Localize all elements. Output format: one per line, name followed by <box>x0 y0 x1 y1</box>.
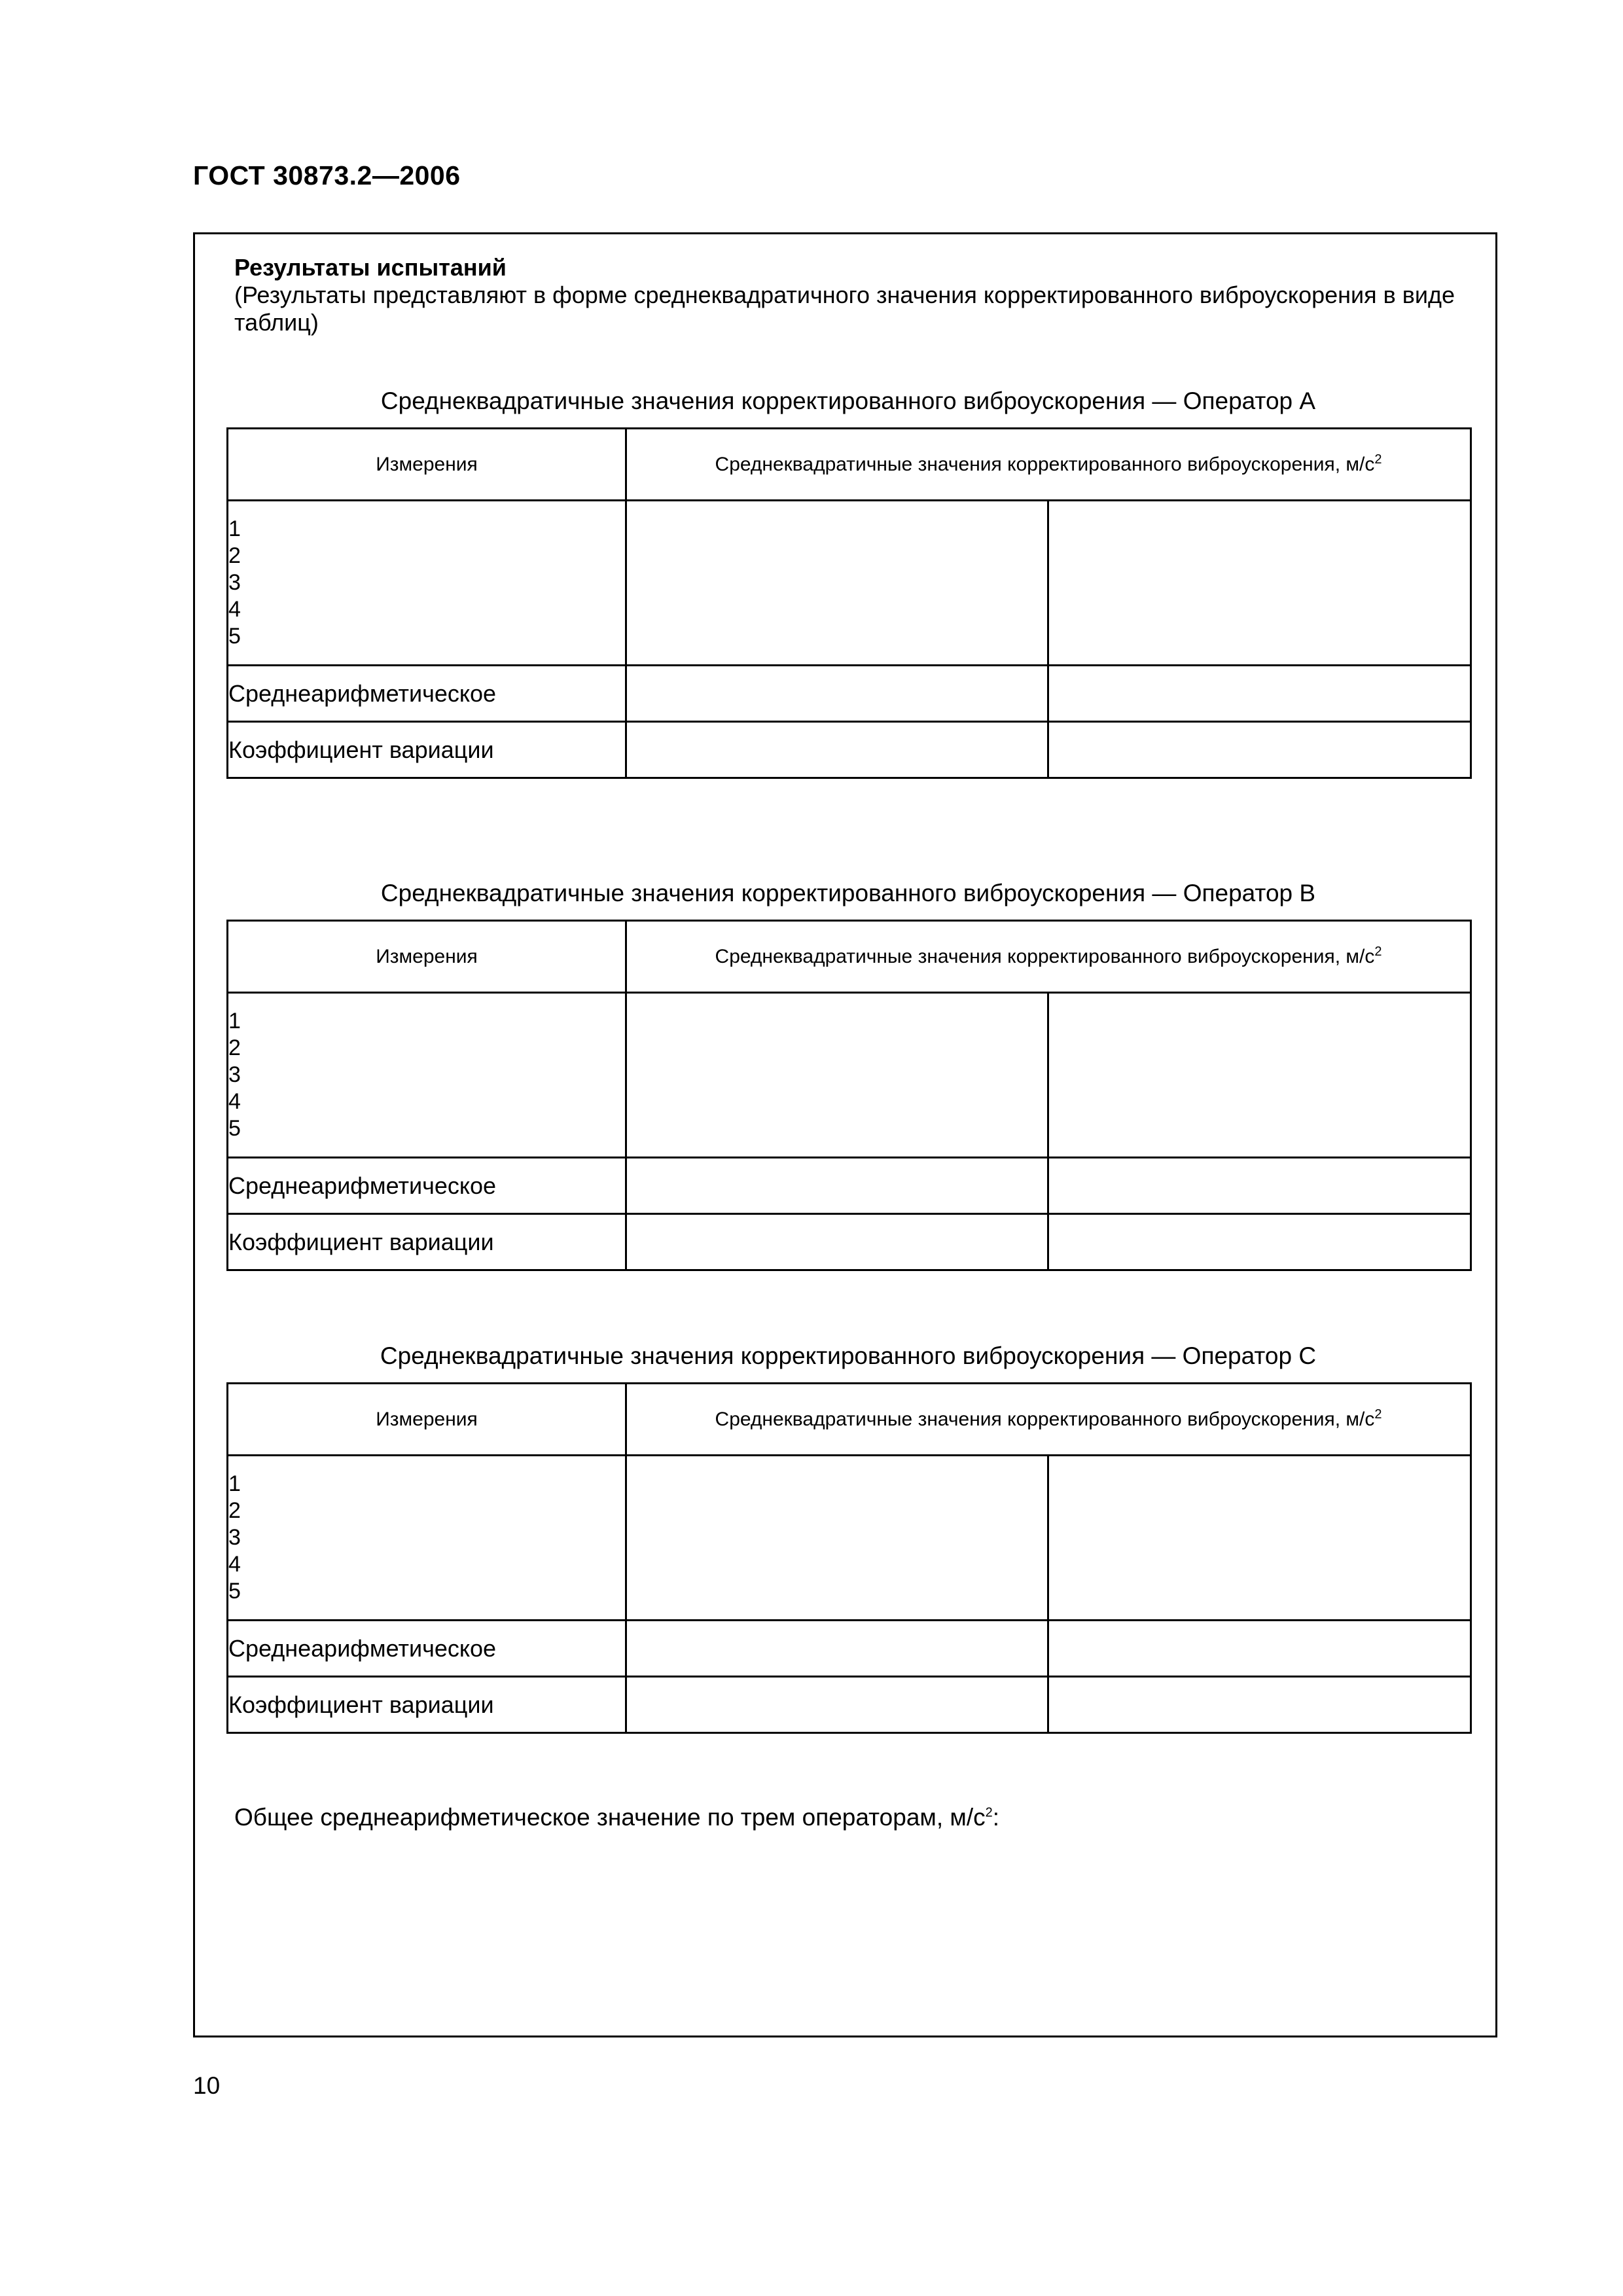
cv-label: Коэффициент вариации <box>228 1677 626 1733</box>
measurement-number: 5 <box>228 1116 241 1141</box>
measurement-number: 5 <box>228 1579 241 1604</box>
value-cell[interactable] <box>626 1677 1048 1733</box>
table-caption: Среднеквадратичные значения корректированного виброускорения — Оператор В <box>380 880 1316 906</box>
operator-b-table-block <box>226 880 1470 1271</box>
measurement-number: 5 <box>228 624 241 649</box>
results-form-frame <box>193 232 1497 2037</box>
value-cell[interactable] <box>1048 1677 1471 1733</box>
rms-header-label: Среднеквадратичные значения корректированного виброускорения, м/с <box>715 945 1375 967</box>
mean-row <box>228 1621 1471 1677</box>
measurement-number: 4 <box>228 1552 241 1577</box>
measurement-number: 2 <box>228 543 241 568</box>
overall-mean-label: Общее среднеарифметическое значение по трем операторам, м/с <box>234 1804 986 1831</box>
mean-row <box>228 1158 1471 1214</box>
measurements-column-header <box>228 1384 626 1456</box>
value-cell[interactable] <box>1048 666 1471 722</box>
overall-mean-colon: : <box>992 1804 1000 1831</box>
unit-superscript: 2 <box>985 1805 993 1820</box>
measurements-header-label: Измерения <box>376 1408 478 1430</box>
rms-column-header <box>626 1384 1471 1456</box>
results-table <box>226 1382 1472 1734</box>
measurements-row <box>228 501 1471 666</box>
table-caption: Среднеквадратичные значения корректированного виброускорения — Оператор А <box>380 387 1316 414</box>
value-cell[interactable] <box>1048 1214 1471 1270</box>
rms-header-label: Среднеквадратичные значения корректированного виброускорения, м/с <box>715 453 1375 475</box>
measurements-row <box>228 1456 1471 1621</box>
value-cell[interactable] <box>1048 1621 1471 1677</box>
measurement-number: 2 <box>228 1035 241 1060</box>
rms-column-header <box>626 429 1471 501</box>
measurements-column-header <box>228 429 626 501</box>
rms-column-header <box>626 921 1471 993</box>
intro-text: (Результаты представляют в форме среднеквадратичного значения корректированного виброускорения в виде таблиц) <box>234 281 1455 336</box>
results-table <box>226 920 1472 1271</box>
value-cell[interactable] <box>1048 1456 1471 1621</box>
value-cell[interactable] <box>626 1456 1048 1621</box>
cv-row <box>228 722 1471 778</box>
overall-mean-line <box>234 1804 999 1831</box>
mean-label: Среднеарифметическое <box>228 1158 626 1214</box>
mean-label: Среднеарифметическое <box>228 666 626 722</box>
measurement-number: 4 <box>228 1089 241 1114</box>
measurement-number: 1 <box>228 1009 241 1033</box>
value-cell[interactable] <box>1048 722 1471 778</box>
value-cell[interactable] <box>1048 1158 1471 1214</box>
unit-superscript: 2 <box>1374 452 1382 467</box>
measurements-header-label: Измерения <box>376 945 478 967</box>
page-number: 10 <box>193 2072 221 2099</box>
mean-label: Среднеарифметическое <box>228 1621 626 1677</box>
measurement-number: 1 <box>228 516 241 541</box>
value-cell[interactable] <box>626 666 1048 722</box>
results-table <box>226 427 1472 779</box>
value-cell[interactable] <box>626 1158 1048 1214</box>
operator-a-table-block <box>226 388 1470 779</box>
measurements-row <box>228 993 1471 1158</box>
value-cell[interactable] <box>626 501 1048 666</box>
cv-label: Коэффициент вариации <box>228 722 626 778</box>
operator-c-table-block <box>226 1343 1470 1734</box>
value-cell[interactable] <box>626 1621 1048 1677</box>
cv-row <box>228 1677 1471 1733</box>
rms-header-label: Среднеквадратичные значения корректированного виброускорения, м/с <box>715 1408 1375 1430</box>
measurement-numbers <box>228 993 626 1158</box>
measurement-number: 4 <box>228 597 241 622</box>
measurement-numbers <box>228 1456 626 1621</box>
cv-row <box>228 1214 1471 1270</box>
document-code-header: ГОСТ 30873.2—2006 <box>193 160 461 190</box>
table-caption: Среднеквадратичные значения корректированного виброускорения — Оператор С <box>380 1342 1317 1369</box>
unit-superscript: 2 <box>1374 944 1382 959</box>
unit-superscript: 2 <box>1374 1407 1382 1422</box>
measurement-number: 1 <box>228 1471 241 1496</box>
measurement-number: 2 <box>228 1498 241 1523</box>
measurement-numbers <box>228 501 626 666</box>
measurements-header-label: Измерения <box>376 453 478 475</box>
intro-block <box>234 254 1465 336</box>
mean-row <box>228 666 1471 722</box>
value-cell[interactable] <box>1048 993 1471 1158</box>
measurement-number: 3 <box>228 570 241 595</box>
value-cell[interactable] <box>626 993 1048 1158</box>
value-cell[interactable] <box>1048 501 1471 666</box>
table-header-row <box>228 1384 1471 1456</box>
measurement-number: 3 <box>228 1062 241 1087</box>
cv-label: Коэффициент вариации <box>228 1214 626 1270</box>
value-cell[interactable] <box>626 722 1048 778</box>
intro-title: Результаты испытаний <box>234 254 507 281</box>
table-header-row <box>228 429 1471 501</box>
measurement-number: 3 <box>228 1525 241 1550</box>
table-header-row <box>228 921 1471 993</box>
measurements-column-header <box>228 921 626 993</box>
value-cell[interactable] <box>626 1214 1048 1270</box>
